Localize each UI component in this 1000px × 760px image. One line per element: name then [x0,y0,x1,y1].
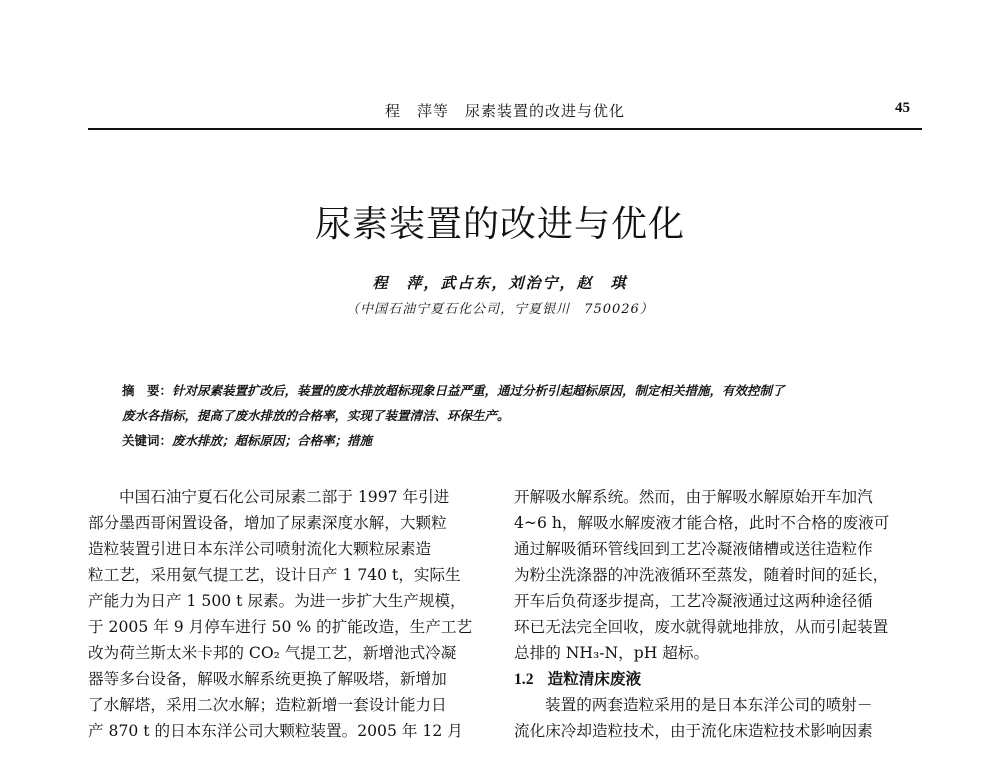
body-line: 于 2005 年 9 月停车进行 50 % 的扩能改造，生产工艺 [88,618,473,636]
body-line: 开解吸水解系统。然而，由于解吸水解原始开车加汽 [514,488,873,506]
body-line: 粒工艺，采用氨气提工艺，设计日产 1 740 t，实际生 [88,566,461,584]
body-right-column [514,484,922,744]
body-line: 装置的两套造粒采用的是日本东洋公司的喷射－ [545,696,873,714]
page-number: 45 [895,100,910,116]
body-line: 器等多台设备，解吸水解系统更换了解吸塔，新增加 [88,670,447,688]
running-head [88,94,922,130]
body-line: 流化床冷却造粒技术，由于流化床造粒技术影响因素 [514,722,873,740]
body-line: 开车后负荷逐步提高，工艺冷凝液通过这两种途径循 [514,592,873,610]
body-line: 为粉尘洗涤器的冲洗液循环至蒸发，随着时间的延长， [514,566,889,584]
body-line: 环已无法完全回收，废水就得就地排放，从而引起装置 [514,618,889,636]
affiliation: （中国石油宁夏石化公司，宁夏银川 750026） [346,302,654,317]
body-line: 通过解吸循环管线回到工艺冷凝液储槽或送往造粒作 [514,540,873,558]
body-line: 部分墨西哥闲置设备，增加了尿素深度水解，大颗粒 [88,514,447,532]
section-number: 1.2 [514,671,534,688]
body-line: 产 870 t 的日本东洋公司大颗粒装置。2005 年 12 月 [88,722,463,740]
article-title: 尿素装置的改进与优化 [314,204,685,245]
abstract-line-1 [122,378,898,403]
body-line: 总排的 NH₃-N，pH 超标。 [514,644,710,662]
body-line: 改为荷兰斯太米卡邦的 CO₂ 气提工艺，新增池式冷凝 [88,644,457,662]
abstract-line-2 [122,403,898,428]
abstract-text-1: 针对尿素装置扩改后，装置的废水排放超标现象日益严重，通过分析引起超标原因，制定相关措施，有效控制了 [172,383,785,398]
section-heading [514,666,922,692]
keywords-line [122,428,898,453]
running-head-title: 程 萍等 尿素装置的改进与优化 [384,102,625,120]
body-line: 4~6 h，解吸水解废液才能合格，此时不合格的废液可 [514,514,890,532]
authors: 程 萍，武占东，刘治宁，赵 琪 [372,274,628,292]
section-title: 造粒清床废液 [547,669,642,688]
body-line: 中国石油宁夏石化公司尿素二部于 1997 年引进 [119,488,450,506]
body-left-column [88,484,496,744]
keywords-label: 关键词： [122,433,173,448]
keywords-text: 废水排放；超标原因；合格率；措施 [172,433,373,448]
abstract [122,378,898,453]
abstract-text-2: 废水各指标，提高了废水排放的合格率，实现了装置清洁、环保生产。 [122,408,510,423]
body-line: 造粒装置引进日本东洋公司喷射流化大颗粒尿素造 [88,540,432,558]
body-line: 了水解塔，采用二次水解；造粒新增一套设计能力日 [88,696,447,714]
body-line: 产能力为日产 1 500 t 尿素。为进一步扩大生产规模， [88,592,466,610]
abstract-label: 摘 要： [122,383,173,398]
